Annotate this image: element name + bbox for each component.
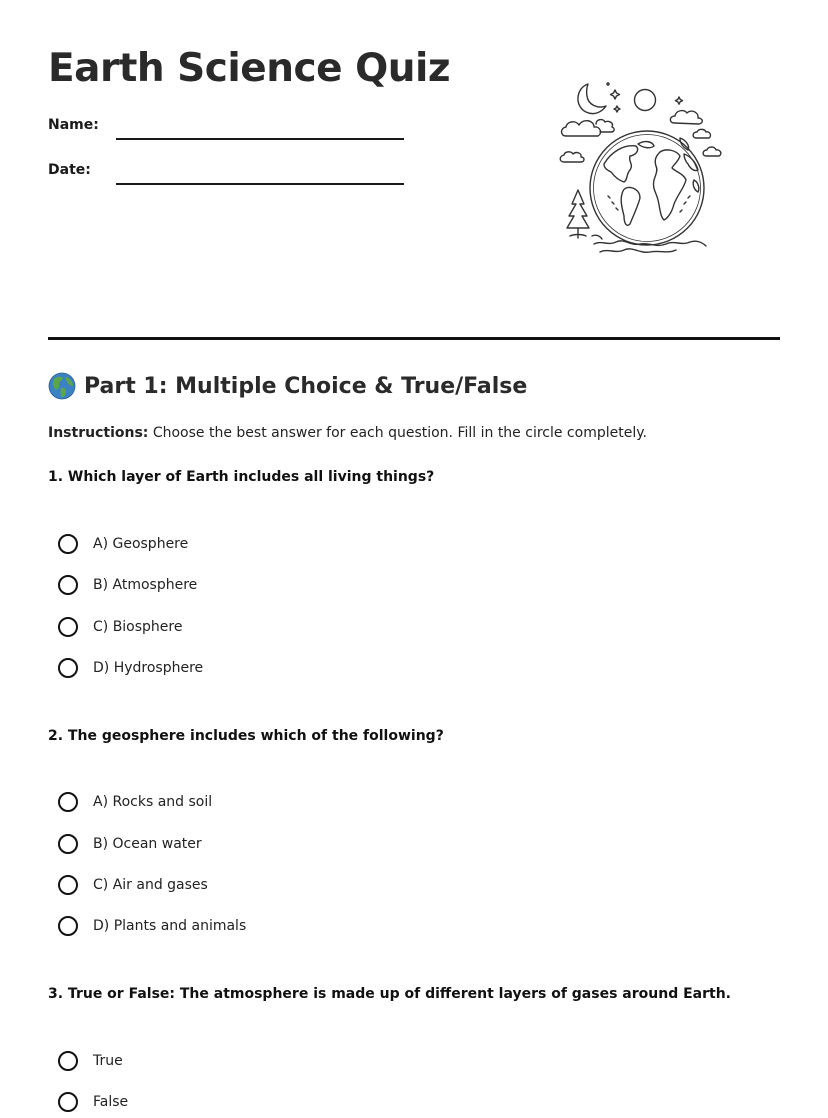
option-label: C) Air and gases bbox=[93, 877, 208, 893]
q3-option-false[interactable] bbox=[58, 1090, 128, 1114]
date-field[interactable] bbox=[116, 183, 404, 185]
option-label: D) Hydrosphere bbox=[93, 660, 204, 676]
option-label: D) Plants and animals bbox=[93, 918, 247, 934]
instructions bbox=[48, 425, 647, 441]
q2-option-d[interactable] bbox=[58, 914, 246, 938]
answer-bubble[interactable] bbox=[58, 658, 78, 678]
q2-option-a[interactable] bbox=[58, 790, 212, 814]
part-1-title: Part 1: Multiple Choice & True/False bbox=[84, 373, 528, 399]
answer-bubble[interactable] bbox=[58, 617, 78, 637]
question-2: 2. The geosphere includes which of the following? bbox=[48, 728, 444, 744]
q1-option-a[interactable] bbox=[58, 532, 188, 556]
answer-bubble[interactable] bbox=[58, 916, 78, 936]
answer-bubble[interactable] bbox=[58, 1092, 78, 1112]
globe-emoji-icon bbox=[48, 372, 76, 400]
answer-bubble[interactable] bbox=[58, 834, 78, 854]
option-label: True bbox=[93, 1053, 123, 1069]
question-1: 1. Which layer of Earth includes all living things? bbox=[48, 469, 435, 485]
question-3: 3. True or False: The atmosphere is made up of different layers of gases around Earth. bbox=[48, 986, 731, 1002]
instructions-text: Choose the best answer for each question. Fill in the circle completely. bbox=[148, 425, 647, 441]
name-field[interactable] bbox=[116, 138, 404, 140]
answer-bubble[interactable] bbox=[58, 534, 78, 554]
name-label: Name: bbox=[48, 117, 99, 133]
option-label: False bbox=[93, 1094, 129, 1110]
page-title: Earth Science Quiz bbox=[48, 46, 451, 91]
q2-option-b[interactable] bbox=[58, 832, 202, 856]
date-label: Date: bbox=[48, 162, 91, 178]
option-label: C) Biosphere bbox=[93, 619, 183, 635]
q3-option-true[interactable] bbox=[58, 1049, 123, 1073]
answer-bubble[interactable] bbox=[58, 575, 78, 595]
answer-bubble[interactable] bbox=[58, 1051, 78, 1071]
option-label: B) Atmosphere bbox=[93, 577, 198, 593]
answer-bubble[interactable] bbox=[58, 792, 78, 812]
q1-option-d[interactable] bbox=[58, 656, 203, 680]
part-1-heading bbox=[48, 372, 527, 400]
option-label: B) Ocean water bbox=[93, 836, 202, 852]
answer-bubble[interactable] bbox=[58, 875, 78, 895]
q2-option-c[interactable] bbox=[58, 873, 208, 897]
section-divider bbox=[48, 337, 780, 340]
option-label: A) Geosphere bbox=[93, 536, 189, 552]
q1-option-c[interactable] bbox=[58, 615, 182, 639]
option-label: A) Rocks and soil bbox=[93, 794, 213, 810]
q1-option-b[interactable] bbox=[58, 573, 197, 597]
instructions-lead: Instructions: bbox=[48, 425, 149, 441]
earth-illustration-icon bbox=[556, 76, 740, 258]
